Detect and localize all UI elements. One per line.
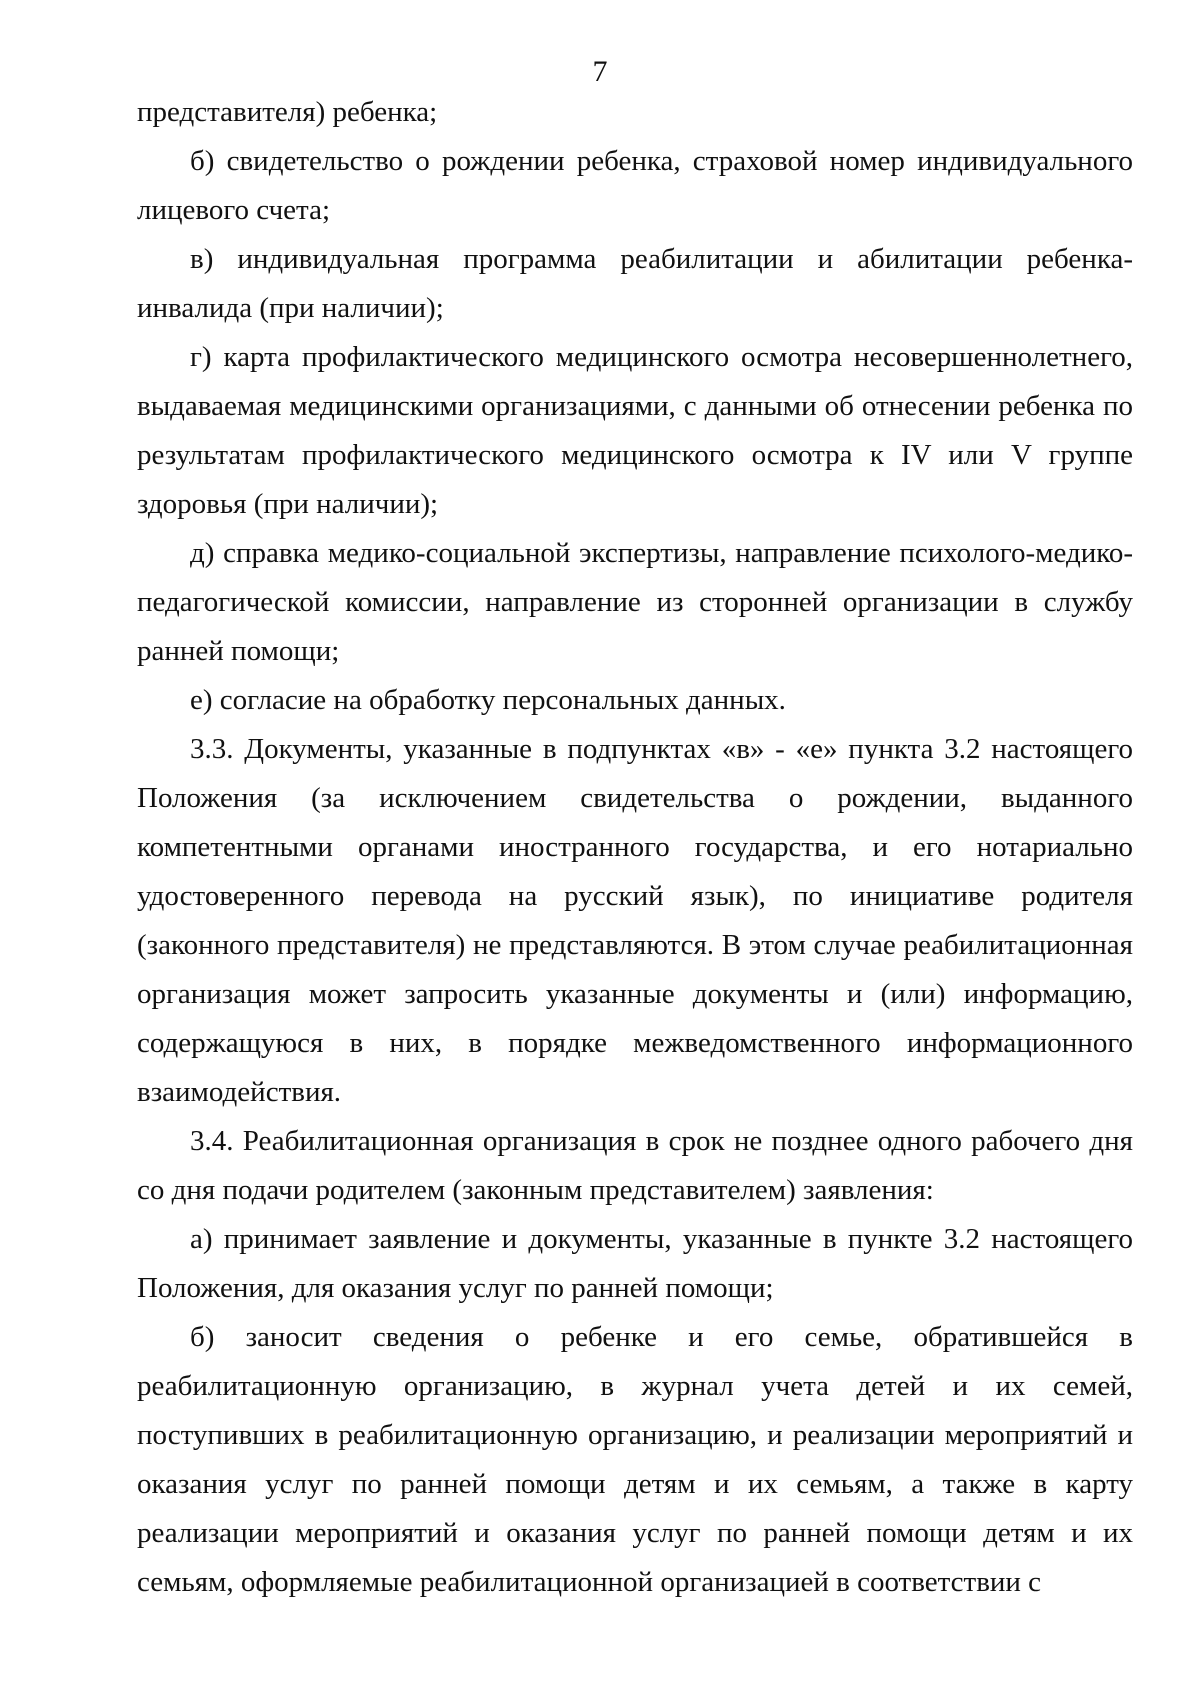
paragraph-item-v: в) индивидуальная программа реабилитации и абилитации ребенка-инвалида (при наличии); — [137, 243, 1133, 324]
paragraph-item-b-2: б) заносит сведения о ребенке и его семье, обратившейся в реабилитационную организацию, в журнал учета детей и их семей, поступивших в реабилитационную организацию, и реализации мероприятий и оказания услуг по ранней помощи детям и их семьям, а также в карту реализации мероприятий и оказания услуг по ранней помощи детям и их семьям, оформляемые реабилитационной организацией в соответствии с — [137, 1321, 1133, 1598]
paragraph-item-g: г) карта профилактического медицинского осмотра несовершеннолетнего, выдаваемая медицинскими организациями, с данными об отнесении ребенка по результатам профилактического медицинского осмотра к IV или V группе здоровья (при наличии); — [137, 341, 1133, 520]
paragraph-item-b: б) свидетельство о рождении ребенка, страховой номер индивидуального лицевого счета; — [137, 145, 1133, 226]
paragraph-3-3: 3.3. Документы, указанные в подпунктах «в» - «е» пункта 3.2 настоящего Положения (за исключением свидетельства о рождении, выданного компетентными органами иностранного государства, и его нотариально удостоверенного перевода на русский язык), по инициативе родителя (законного представителя) не представляются. В этом случае реабилитационная организация может запросить указанные документы и (или) информацию, содержащуюся в них, в порядке межведомственного информационного взаимодействия. — [137, 733, 1133, 1108]
paragraph-item-a: а) принимает заявление и документы, указанные в пункте 3.2 настоящего Положения, для оказания услуг по ранней помощи; — [137, 1223, 1133, 1304]
document-body — [137, 88, 1133, 1607]
page-number: 7 — [592, 55, 608, 88]
paragraph-continuation: представителя) ребенка; — [137, 96, 438, 128]
paragraph-item-d: д) справка медико-социальной экспертизы, направление психолого-медико-педагогической комиссии, направление из сторонней организации в службу ранней помощи; — [137, 537, 1133, 667]
paragraph-3-4: 3.4. Реабилитационная организация в срок не позднее одного рабочего дня со дня подачи родителем (законным представителем) заявления: — [137, 1125, 1133, 1206]
paragraph-item-e: е) согласие на обработку персональных данных. — [190, 684, 786, 716]
